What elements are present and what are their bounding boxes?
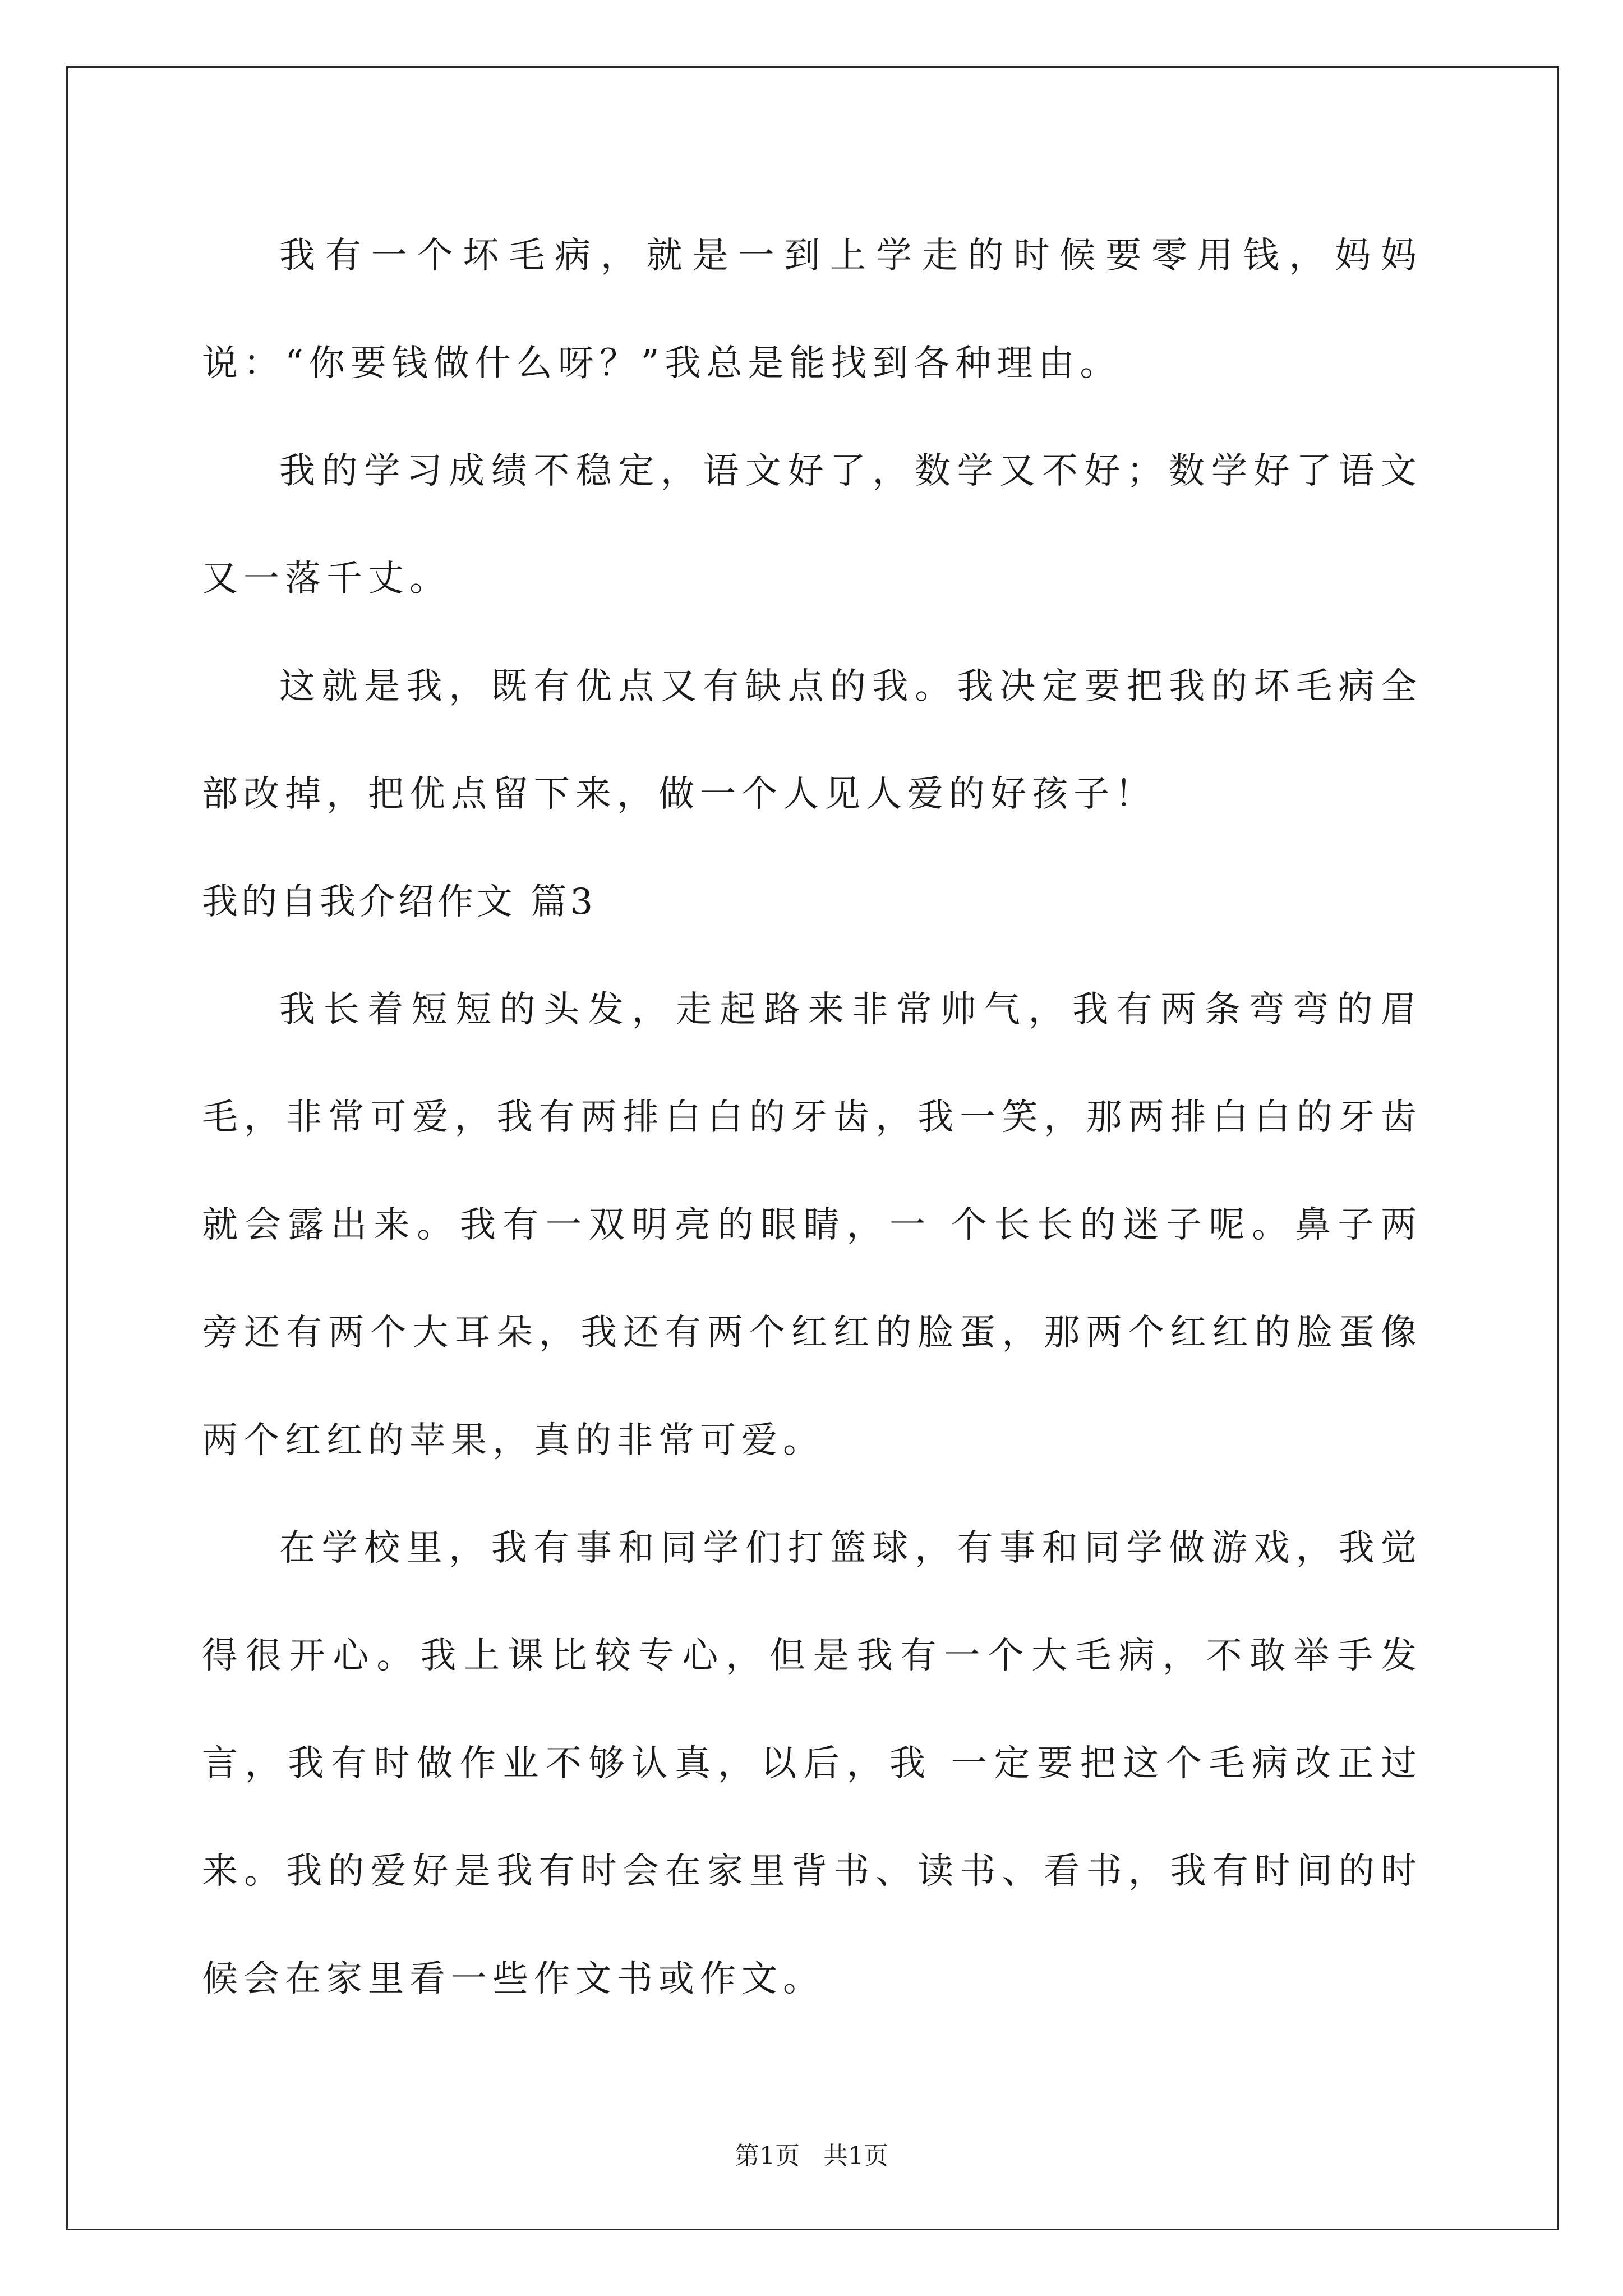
page-footer [0,2141,1623,2172]
paragraph: 我的学习成绩不稳定，语文好了，数学又不好；数学好了语文又一落千丈。 [202,450,1422,600]
paragraph: 在学校里，我有事和同学们打篮球，有事和同学做游戏，我觉得很开心。我上课比较专心，但是我有一个大毛病，不敢举手发言，我有时做作业不够认真，以后，我 一定要把这个毛病改正过来。我的爱好是我有时会在家里背书、读书、看书，我有时间的时候会在家里看一些作文书或作文。 [202,1527,1422,2000]
paragraph: 我长着短短的头发，走起路来非常帅气，我有两条弯弯的眉毛，非常可爱，我有两排白白的牙齿，我一笑，那两排白白的牙齿就会露出来。我有一双明亮的眼睛，一 个长长的迷子呢。鼻子两旁还有两个大耳朵，我还有两个红红的脸蛋，那两个红红的脸蛋像两个红红的苹果，真的非常可爱。 [202,989,1422,1461]
document-body [202,202,1422,2033]
section-heading: 我的自我介绍作文 篇3 [202,881,597,923]
page-number: 第1页 共1页 [735,2142,888,2170]
paragraph: 这就是我，既有优点又有缺点的我。我决定要把我的坏毛病全部改掉，把优点留下来，做一个人见人爱的好孩子！ [202,666,1422,815]
paragraph: 我有一个坏毛病，就是一到上学走的时候要零用钱，妈妈说：“你要钱做什么呀？”我总是能找到各种理由。 [202,235,1422,384]
